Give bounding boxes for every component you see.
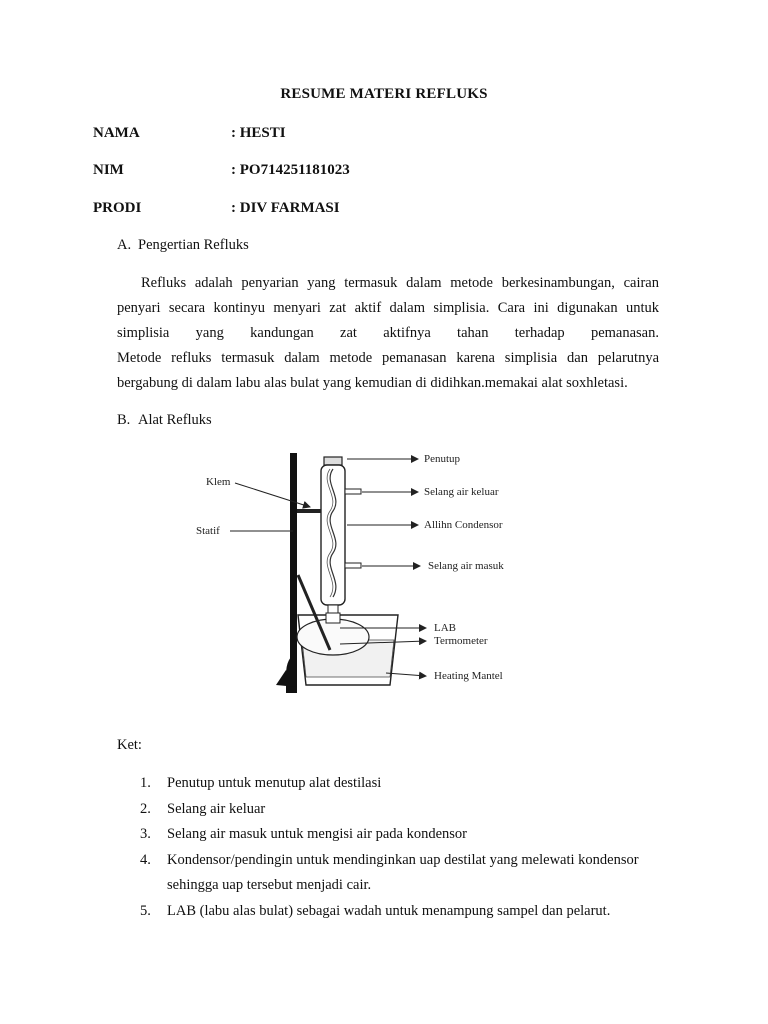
- ket-list: [140, 771, 680, 924]
- diagram-label-klem: Klem: [206, 476, 231, 488]
- ket-label: Ket:: [117, 737, 142, 753]
- list-item: [140, 822, 680, 848]
- flask-shape: [297, 619, 369, 655]
- list-text: Kondensor/pendingin untuk mendinginkan uap destilat yang melewati kondensor sehingga uap tersebut menjadi cair.: [167, 851, 639, 893]
- diagram-label-selang-masuk: Selang air masuk: [428, 560, 504, 572]
- paragraph-line: Metode refluks termasuk dalam metode pemanasan karena simplisia dan pelarutnya: [117, 350, 659, 366]
- field-label: NIM: [93, 162, 124, 178]
- section-title: Pengertian Refluks: [138, 237, 249, 253]
- field-value: : HESTI: [231, 125, 286, 141]
- list-number: 3.: [140, 826, 151, 842]
- list-item: [140, 797, 680, 823]
- diagram-label-lab: LAB: [434, 622, 456, 634]
- diagram-label-selang-keluar: Selang air keluar: [424, 486, 499, 498]
- diagram-label-heating: Heating Mantel: [434, 670, 503, 682]
- paragraph-line: penyari secara kontinyu menyari zat aktif dalam simplisia. Cara ini digunakan untuk: [117, 300, 659, 316]
- field-nim: [93, 162, 350, 179]
- list-number: 1.: [140, 775, 151, 791]
- diagram-label-termometer: Termometer: [434, 635, 488, 647]
- list-item: [140, 848, 680, 899]
- field-label: PRODI: [93, 200, 142, 216]
- list-number: 5.: [140, 902, 151, 919]
- paragraph-line: bergabung di dalam labu alas bulat yang kemudian di didihkan.memakai alat soxhletasi.: [117, 375, 628, 391]
- section-title: Alat Refluks: [138, 412, 212, 428]
- list-number: 2.: [140, 800, 151, 817]
- list-number: 4.: [140, 851, 151, 868]
- diagram-label-statif: Statif: [196, 525, 220, 537]
- list-item: [140, 899, 680, 925]
- field-value: : PO714251181023: [231, 162, 350, 178]
- reflux-apparatus-diagram: [190, 445, 535, 700]
- list-text: Selang air keluar: [167, 800, 266, 817]
- list-text: Penutup untuk menutup alat destilasi: [167, 775, 382, 791]
- section-letter: B.: [117, 412, 131, 428]
- diagram-label-penutup: Penutup: [424, 453, 461, 465]
- list-text: LAB (labu alas bulat) sebagai wadah untuk menampung sampel dan pelarut.: [167, 902, 611, 919]
- list-text: Selang air masuk untuk mengisi air pada kondensor: [167, 826, 468, 842]
- field-value: : DIV FARMASI: [231, 200, 340, 216]
- field-prodi: [93, 200, 340, 217]
- section-b-heading: [117, 412, 212, 429]
- paragraph-line: Refluks adalah penyarian yang termasuk dalam metode berkesinambungan, cairan: [141, 275, 659, 291]
- section-a-heading: [117, 237, 249, 254]
- paragraph-line: simplisia yang kandungan zat aktifnya tahan terhadap pemanasan.: [117, 325, 659, 341]
- diagram-label-condensor: Allihn Condensor: [424, 519, 503, 531]
- section-letter: A.: [117, 237, 132, 253]
- field-label: NAMA: [93, 125, 140, 141]
- field-nama: [93, 125, 286, 142]
- list-item: [140, 771, 680, 797]
- document-title: RESUME MATERI REFLUKS: [280, 86, 488, 102]
